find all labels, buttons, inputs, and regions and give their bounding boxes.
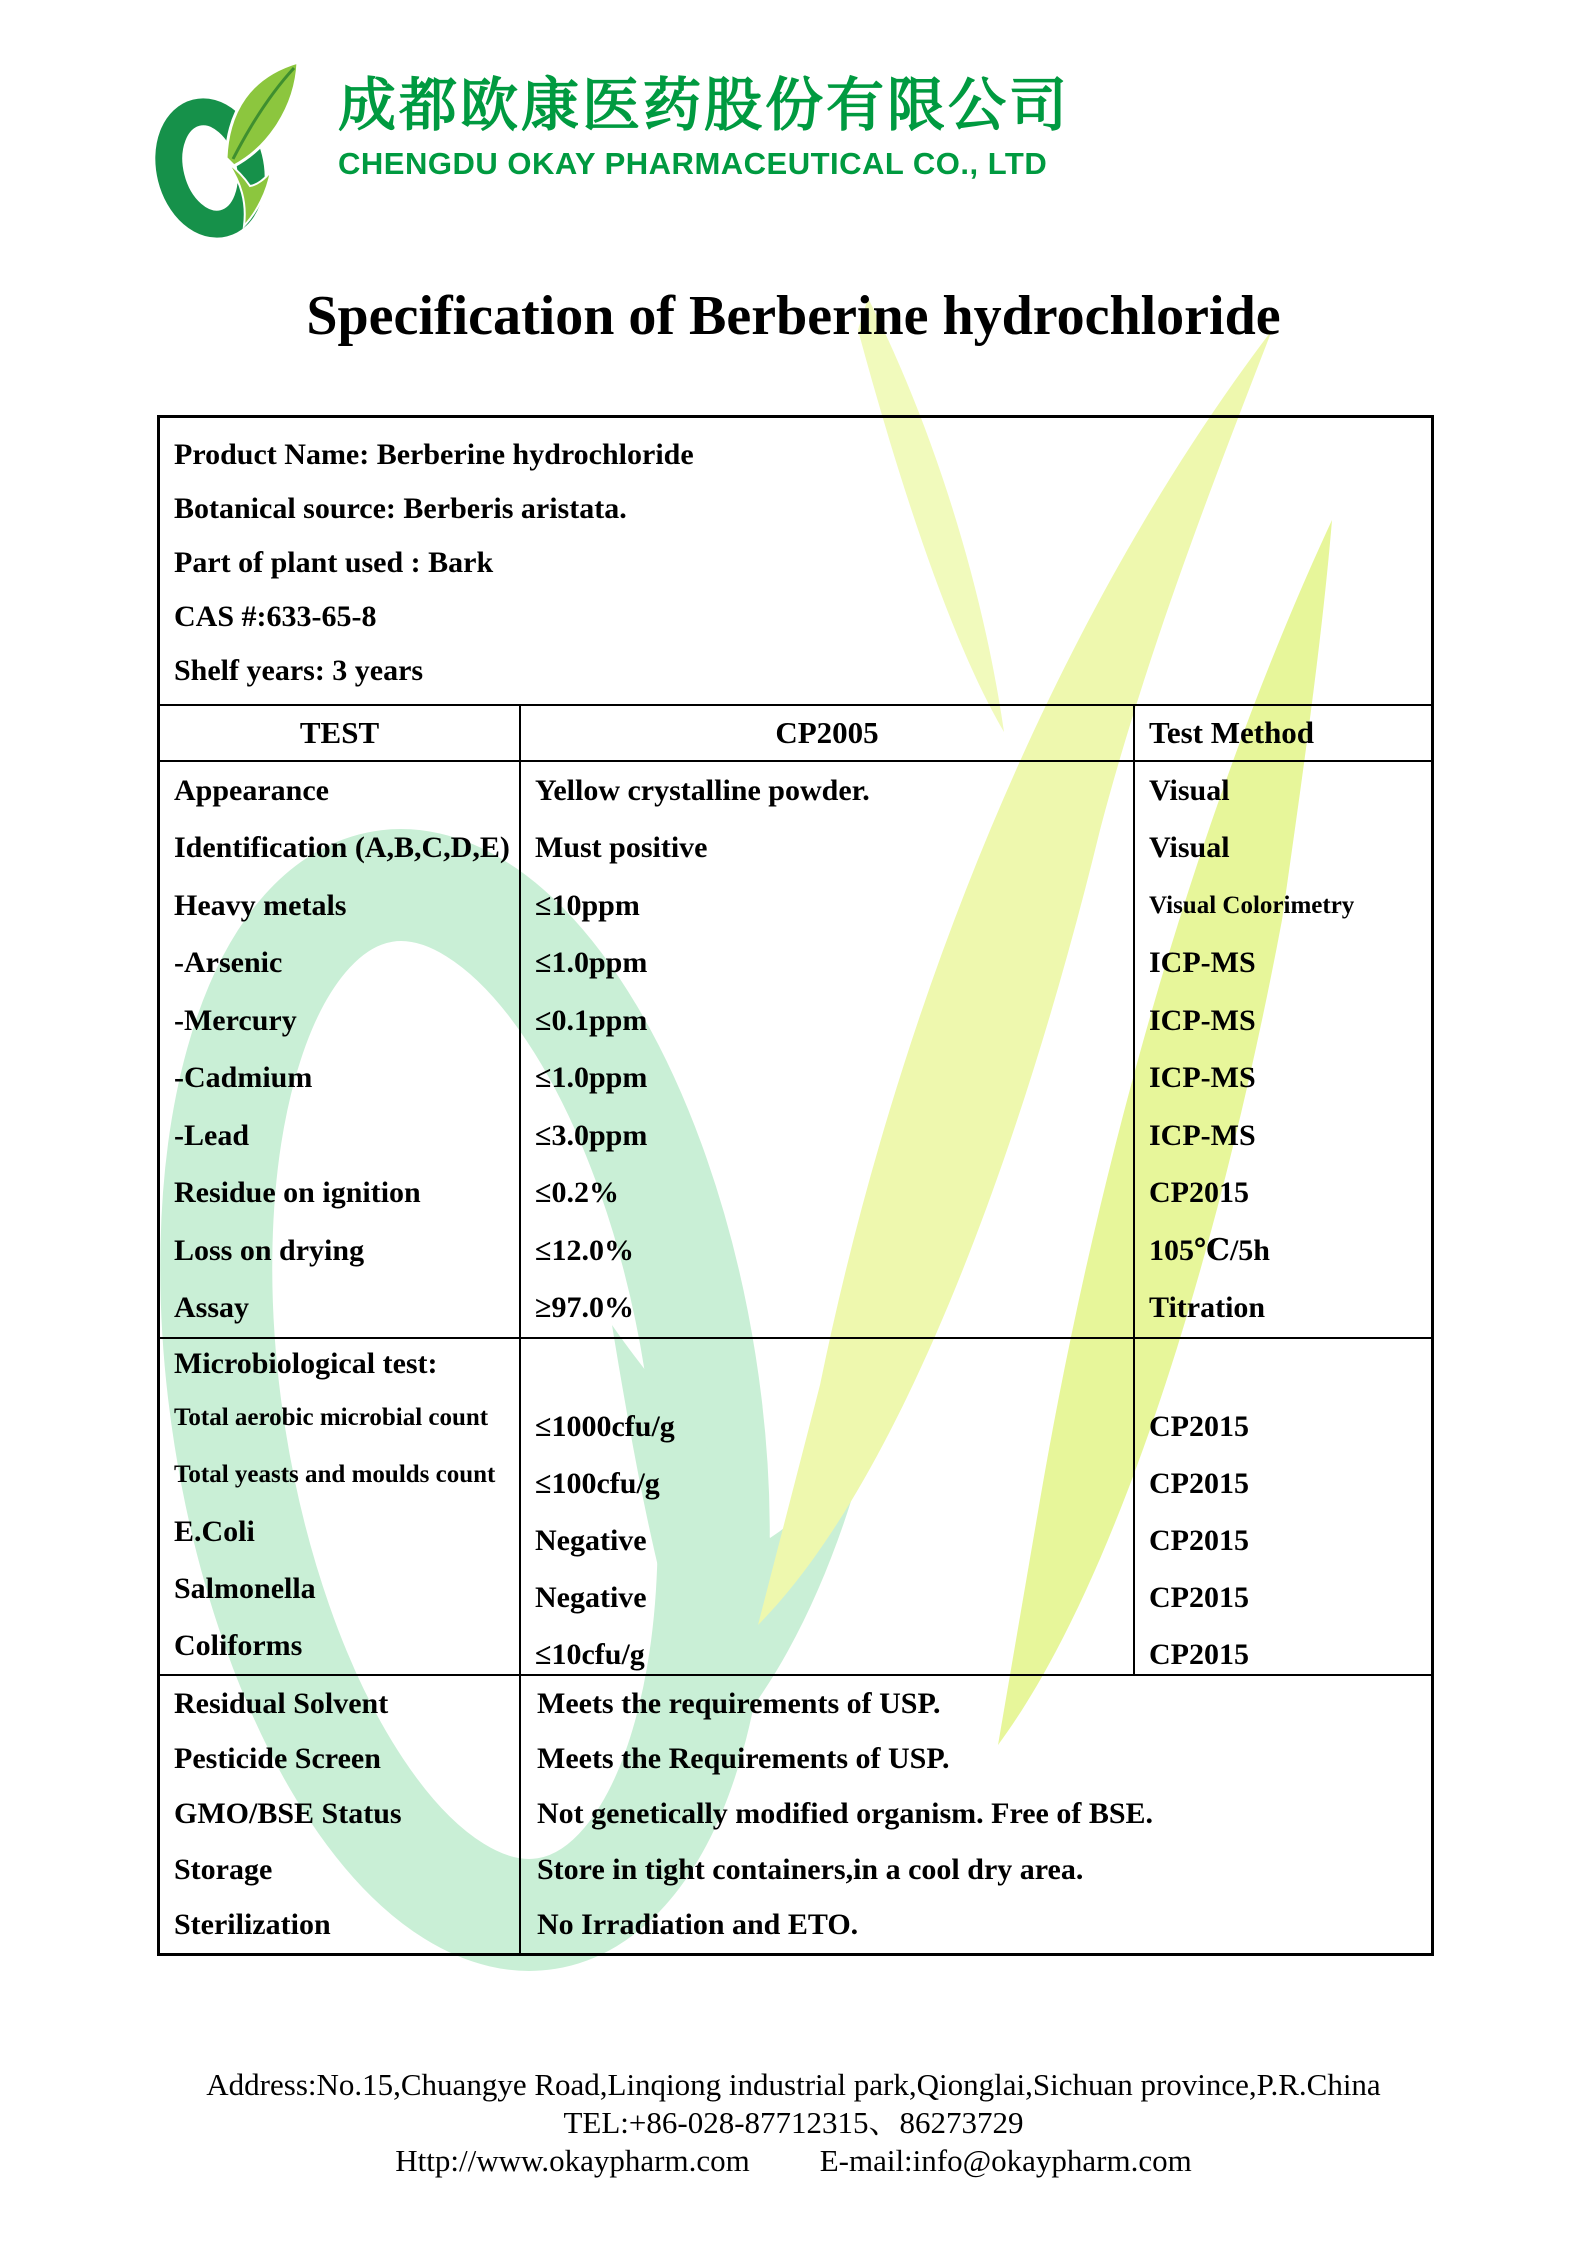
test-method: CP2015 <box>1133 1617 1431 1674</box>
spec-value: Meets the requirements of USP. <box>519 1676 1431 1731</box>
test-method: CP2015 <box>1133 1389 1431 1446</box>
test-name: -Mercury <box>174 1003 297 1037</box>
specification-table <box>157 415 1434 1956</box>
test-name: Assay <box>174 1291 250 1325</box>
test-method: ICP-MS <box>1133 1050 1431 1108</box>
footer-telephone: TEL:+86-028-87712315、86273729 <box>563 2105 1024 2140</box>
test-name: Heavy metals <box>174 888 347 922</box>
test-method: ICP-MS <box>1133 935 1431 993</box>
table-header-row <box>160 706 1431 762</box>
test-method: Visual Colorimetry <box>1133 877 1431 935</box>
test-name: Identification (A,B,C,D,E) <box>174 831 510 865</box>
empty-cell <box>519 1339 1133 1389</box>
test-method: 105℃/5h <box>1133 1222 1431 1280</box>
test-name: Total aerobic microbial count <box>174 1403 489 1431</box>
footer-website: Http://www.okaypharm.com <box>395 2143 750 2178</box>
empty-cell <box>1133 1339 1431 1389</box>
test-name: Sterilization <box>174 1908 331 1942</box>
general-requirements-section <box>160 1676 1431 1953</box>
footer-address: Address:No.15,Chuangye Road,Linqiong industrial park,Qionglai,Sichuan province,P.R.China <box>206 2067 1381 2102</box>
spec-value: ≤10cfu/g <box>519 1617 1133 1674</box>
spec-value: Store in tight containers,in a cool dry area. <box>519 1842 1431 1897</box>
test-name: Coliforms <box>174 1628 303 1662</box>
column-header-test-method: Test Method <box>1133 706 1431 760</box>
test-name: E.Coli <box>174 1514 255 1548</box>
cas-number-line: CAS #:633-65-8 <box>174 600 377 633</box>
test-method: ICP-MS <box>1133 992 1431 1050</box>
spec-value: ≤1000cfu/g <box>519 1389 1133 1446</box>
test-name: Appearance <box>174 773 329 807</box>
spec-value: No Irradiation and ETO. <box>519 1898 1431 1953</box>
test-name: -Arsenic <box>174 946 283 980</box>
spec-value: Meets the Requirements of USP. <box>519 1731 1431 1786</box>
spec-value: ≤0.2% <box>519 1165 1133 1223</box>
company-name-chinese: 成都欧康医药股份有限公司 <box>338 71 1071 139</box>
microbiological-section <box>160 1339 1431 1676</box>
spec-value: ≤12.0% <box>519 1222 1133 1280</box>
test-method: CP2015 <box>1133 1503 1431 1560</box>
column-header-cp2005: CP2005 <box>519 706 1133 760</box>
test-name: -Cadmium <box>174 1061 313 1095</box>
spec-value: Must positive <box>519 820 1133 878</box>
spec-value: Yellow crystalline powder. <box>519 762 1133 820</box>
company-name-english: CHENGDU OKAY PHARMACEUTICAL CO., LTD <box>338 145 1048 181</box>
spec-value: ≤1.0ppm <box>519 935 1133 993</box>
test-method: Visual <box>1133 820 1431 878</box>
test-name: GMO/BSE Status <box>174 1797 402 1831</box>
test-method: Visual <box>1133 762 1431 820</box>
microbiological-section-label: Microbiological test: <box>174 1347 438 1380</box>
physico-chemical-section <box>160 762 1431 1339</box>
spec-value: Negative <box>519 1560 1133 1617</box>
botanical-source-line: Botanical source: Berberis aristata. <box>174 492 627 525</box>
test-name: -Lead <box>174 1118 249 1152</box>
spec-value: ≥97.0% <box>519 1280 1133 1338</box>
test-name: Total yeasts and moulds count <box>174 1460 496 1488</box>
footer-contact-line <box>0 2142 1587 2180</box>
company-logo <box>148 56 348 246</box>
footer-email: E-mail:info@okaypharm.com <box>819 2143 1192 2178</box>
spec-value: ≤100cfu/g <box>519 1446 1133 1503</box>
spec-value: Negative <box>519 1503 1133 1560</box>
test-method: CP2015 <box>1133 1560 1431 1617</box>
spec-value: ≤3.0ppm <box>519 1107 1133 1165</box>
company-header <box>338 71 1071 182</box>
test-name: Salmonella <box>174 1571 316 1605</box>
document-title: Specification of Berberine hydrochloride <box>306 285 1281 347</box>
test-method: ICP-MS <box>1133 1107 1431 1165</box>
product-name-line: Product Name: Berberine hydrochloride <box>174 438 694 471</box>
test-name: Residual Solvent <box>174 1686 389 1720</box>
test-name: Pesticide Screen <box>174 1742 381 1776</box>
test-method: CP2015 <box>1133 1165 1431 1223</box>
product-info-section <box>160 418 1431 706</box>
test-method: CP2015 <box>1133 1446 1431 1503</box>
plant-part-line: Part of plant used : Bark <box>174 546 494 579</box>
test-name: Residue on ignition <box>174 1176 421 1210</box>
test-name: Loss on drying <box>174 1233 365 1267</box>
test-name: Storage <box>174 1852 273 1886</box>
spec-value: ≤10ppm <box>519 877 1133 935</box>
column-header-test: TEST <box>299 715 380 750</box>
spec-value: Not genetically modified organism. Free of BSE. <box>519 1787 1431 1842</box>
spec-value: ≤1.0ppm <box>519 1050 1133 1108</box>
spec-value: ≤0.1ppm <box>519 992 1133 1050</box>
shelf-years-line: Shelf years: 3 years <box>174 654 424 687</box>
document-footer <box>0 2066 1587 2180</box>
test-method: Titration <box>1133 1280 1431 1338</box>
